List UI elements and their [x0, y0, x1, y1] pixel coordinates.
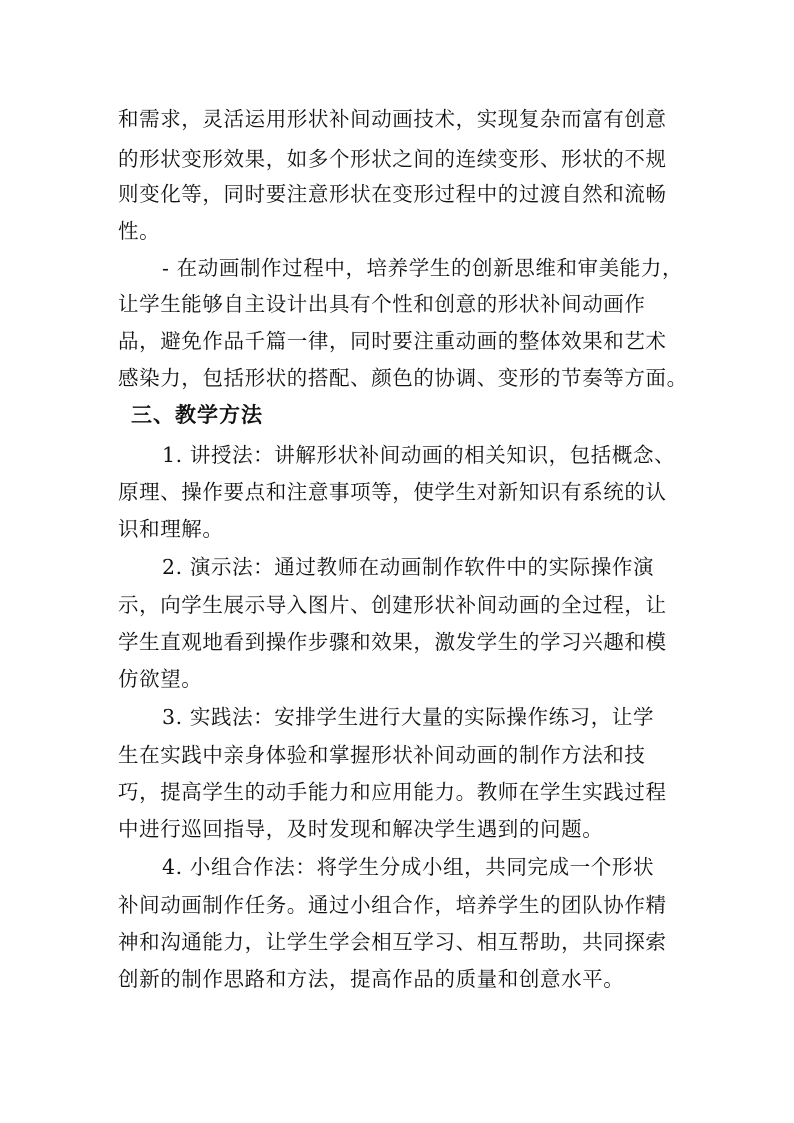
text-line: 和需求，灵活运用形状补间动画技术，实现复杂而富有创意 [118, 107, 667, 131]
text-line: 创新的制作思路和方法，提高作品的质量和创意水平。 [118, 967, 625, 991]
text-line: 神和沟通能力，让学生学会相互学习、相互帮助，共同探索 [118, 930, 667, 954]
text-line: 原理、操作要点和注意事项等，使学生对新知识有系统的认 [118, 480, 667, 504]
text-line: 让学生能够自主设计出具有个性和创意的形状补间动画作 [118, 292, 646, 316]
text-line: 示，向学生展示导入图片、创建形状补间动画的全过程，让 [118, 593, 667, 617]
text-line: 1. 讲授法：讲解形状补间动画的相关知识，包括概念、 [162, 443, 676, 467]
text-line: 品，避免作品千篇一律，同时要注重动画的整体效果和艺术 [118, 329, 667, 353]
section-heading: 三、教学方法 [131, 402, 263, 427]
text-line: 识和理解。 [118, 517, 224, 541]
text-line: 中进行巡回指导，及时发现和解决学生遇到的问题。 [118, 817, 604, 841]
text-line: 3. 实践法：安排学生进行大量的实际操作练习，让学 [162, 705, 655, 729]
text-line: 4. 小组合作法：将学生分成小组，共同完成一个形状 [162, 855, 655, 879]
text-line: 性。 [118, 219, 161, 243]
text-line: 学生直观地看到操作步骤和效果，激发学生的学习兴趣和模 [118, 630, 667, 654]
text-line: 补间动画制作任务。通过小组合作，培养学生的团队协作精 [118, 893, 667, 917]
text-line: 仿欲望。 [118, 667, 203, 691]
text-line: - 在动画制作过程中，培养学生的创新思维和审美能力， [162, 256, 684, 280]
text-line: 生在实践中亲身体验和掌握形状补间动画的制作方法和技 [118, 743, 646, 767]
text-line: 感染力，包括形状的搭配、颜色的协调、变形的节奏等方面。 [118, 366, 688, 390]
text-line: 巧，提高学生的动手能力和应用能力。教师在学生实践过程 [118, 780, 667, 804]
text-line: 则变化等，同时要注意形状在变形过程中的过渡自然和流畅 [118, 182, 667, 206]
text-line: 2. 演示法：通过教师在动画制作软件中的实际操作演 [162, 555, 655, 579]
text-line: 的形状变形效果，如多个形状之间的连续变形、形状的不规 [118, 147, 667, 171]
